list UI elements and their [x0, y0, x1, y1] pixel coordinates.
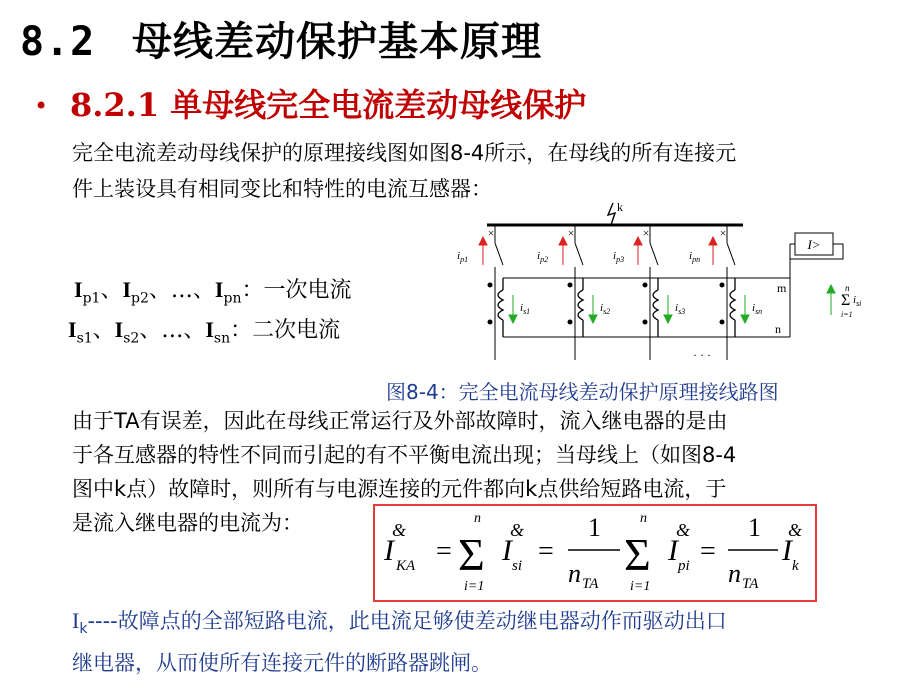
title-text: 母线差动保护基本原理	[132, 19, 542, 65]
relay-current-formula	[378, 506, 810, 596]
svg-text:TA: TA	[582, 576, 599, 592]
svg-text:×: ×	[642, 226, 650, 240]
secondary-current-definition: $I_{s1}$、$I_{s2}$、…、$I_{sn}$：二次电流	[68, 317, 341, 347]
is3-label: $i_{s3}$	[675, 302, 686, 316]
svg-text:I: I	[782, 534, 792, 567]
feeder-1	[488, 225, 503, 360]
svg-text:KA: KA	[396, 558, 416, 574]
svg-text:&: &	[788, 520, 803, 540]
svg-text:n: n	[474, 511, 481, 526]
primary-desc: 一次电流	[263, 278, 352, 303]
primary-current-arrows	[479, 237, 717, 265]
svg-text:I: I	[502, 534, 512, 567]
feeder-3	[643, 225, 658, 360]
svg-text:i=1: i=1	[841, 310, 853, 319]
svg-text:=: =	[700, 536, 716, 567]
more-feeders-ellipsis: · · ·	[693, 348, 711, 362]
bullet-icon: •	[34, 92, 49, 120]
primary-current-definition: $I_{p1}$、$I_{p2}$、…、$I_{pn}$：一次电流	[74, 277, 352, 307]
secondary-current-arrows	[509, 295, 749, 323]
svg-text:Σ: Σ	[841, 292, 851, 309]
svg-text:TA: TA	[742, 576, 759, 592]
svg-text:Σ: Σ	[624, 529, 651, 580]
svg-text:1: 1	[748, 513, 761, 542]
svg-text:=: =	[538, 536, 554, 567]
svg-text:n: n	[568, 559, 581, 588]
svg-text:&: &	[392, 520, 407, 540]
svg-text:I: I	[384, 534, 394, 567]
page-title	[20, 10, 542, 67]
svg-text:n: n	[845, 283, 850, 293]
ct-coils	[498, 278, 735, 337]
isn-label: $i_{sn}$	[752, 302, 763, 316]
svg-text:i=1: i=1	[630, 579, 651, 594]
analysis-paragraph: 由于TA有误差，因此在母线正常运行及外部故障时，流入继电器的是由 于各互感器的特性不同而引起的有不平衡电流出现；当母线上（如图8-4 图中k点）故障时，则所有与电源连接的元件都向k点供给短路电流，于 是流入继电器的电流为：	[72, 409, 737, 535]
feeder-n	[720, 225, 735, 360]
secondary-desc: 二次电流	[252, 318, 341, 343]
intro-line-2: 件上装设具有相同变比和特性的电流互感器：	[72, 177, 492, 201]
svg-text:Σ: Σ	[458, 529, 485, 580]
svg-text:I: I	[668, 534, 678, 567]
is1-label: $i_{s1}$	[520, 302, 531, 316]
node-m: m	[777, 281, 787, 295]
ip3-label: $i_{p3}$	[613, 250, 625, 264]
fault-label: k	[617, 200, 623, 214]
svg-text:&: &	[676, 520, 691, 540]
svg-text:=: =	[436, 536, 452, 567]
svg-text:isi: $i_{si}$	[853, 294, 862, 308]
intro-line-1: 完全电流差动母线保护的原理接线图如图8-4所示，在母线的所有连接元	[72, 141, 737, 165]
svg-text:pi: pi	[678, 558, 690, 574]
fault-lightning-icon	[608, 203, 615, 225]
svg-text:si: si	[512, 558, 523, 574]
ip2-label: $i_{p2}$	[537, 250, 549, 264]
svg-text:×: ×	[567, 226, 575, 240]
differential-protection-circuit-diagram	[445, 195, 890, 370]
ipn-label: $i_{pn}$	[689, 250, 701, 264]
svg-text:i=1: i=1	[464, 579, 485, 594]
svg-text:×: ×	[719, 226, 727, 240]
ip1-label: $i_{p1}$	[457, 250, 469, 264]
fault-current-note: $I_k----$故障点的全部短路电流，此电流足够使差动继电器动作而驱动出口 继电器，从而使所有连接元件的断路器跳闸。	[72, 608, 727, 676]
node-n: n	[775, 322, 781, 336]
feeder-2	[568, 225, 583, 360]
sum-current-arrow	[827, 285, 835, 315]
svg-text:k: k	[792, 558, 799, 574]
section-number: 8.2	[20, 19, 96, 65]
is2-label: $i_{s2}$	[600, 302, 611, 316]
svg-text:1: 1	[588, 513, 601, 542]
svg-text:×: ×	[487, 226, 495, 240]
figure-caption: 图8-4：完全电流母线差动保护原理接线路图	[386, 380, 779, 404]
svg-text:n: n	[640, 511, 647, 526]
section-heading: 8.2.1 单母线完全电流差动母线保护	[70, 86, 587, 124]
svg-text:&: &	[510, 520, 525, 540]
svg-text:n: n	[728, 559, 741, 588]
relay-label: I>	[807, 237, 821, 252]
